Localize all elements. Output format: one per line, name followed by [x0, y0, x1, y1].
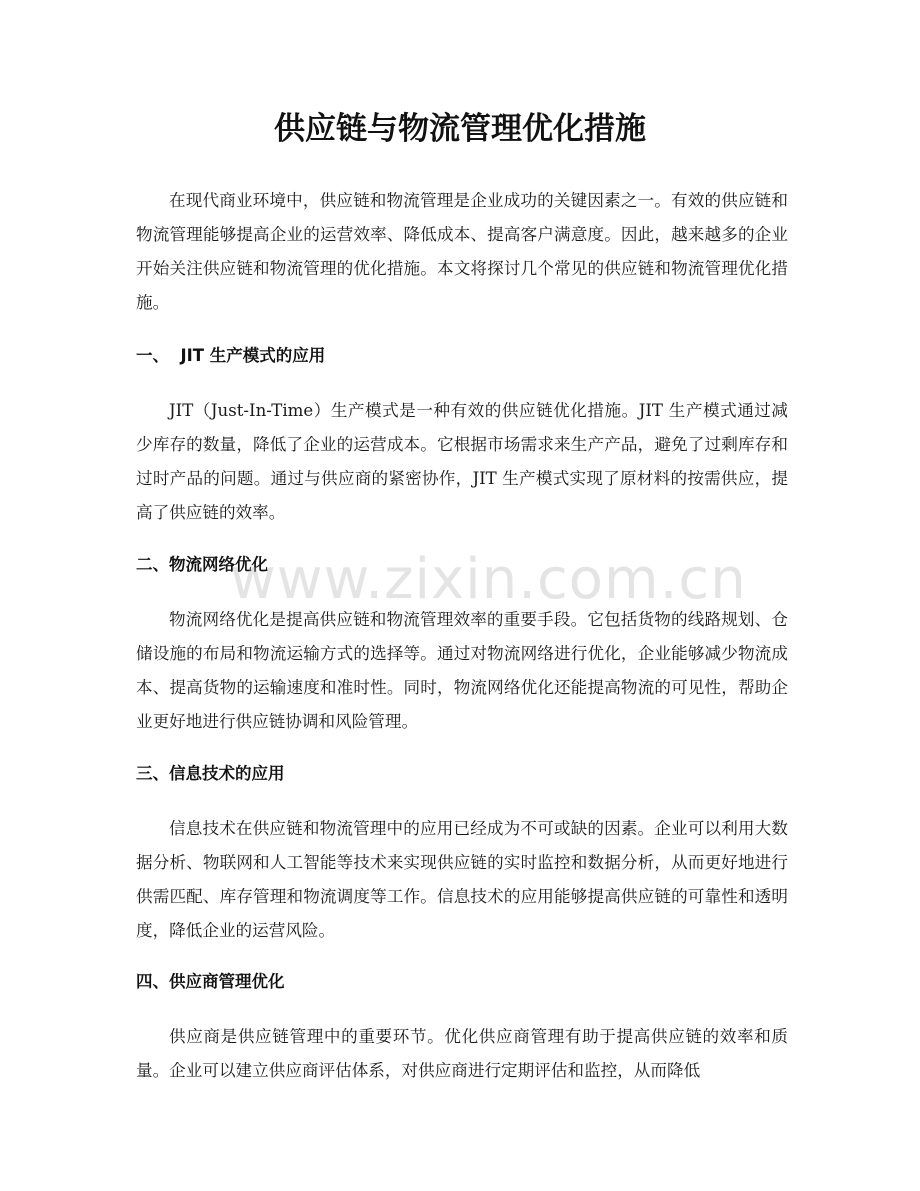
section-2-heading: 二、物流网络优化	[136, 555, 268, 574]
section-1-heading: 一、 JIT 生产模式的应用	[136, 346, 326, 365]
section-4-heading: 四、供应商管理优化	[136, 972, 285, 991]
watermark: www.zixin.com.cn	[230, 547, 747, 612]
intro-paragraph: 在现代商业环境中，供应链和物流管理是企业成功的关键因素之一。有效的供应链和物流管理能够提高企业的运营效率、降低成本、提高客户满意度。因此，越来越多的企业开始关注供应链和物流管理的优化措施。本文将探讨几个常见的供应链和物流管理优化措施。	[136, 191, 788, 312]
page-title: 供应链与物流管理优化措施	[274, 111, 646, 147]
section-4-paragraph: 供应商是供应链管理中的重要环节。优化供应商管理有助于提高供应链的效率和质量。企业可以建立供应商评估体系，对供应商进行定期评估和监控，从而降低	[136, 1027, 788, 1080]
section-3-paragraph: 信息技术在供应链和物流管理中的应用已经成为不可或缺的因素。企业可以利用大数据分析、物联网和人工智能等技术来实现供应链的实时监控和数据分析，从而更好地进行供需匹配、库存管理和物流调度等工作。信息技术的应用能够提高供应链的可靠性和透明度，降低企业的运营风险。	[136, 819, 788, 940]
section-2-paragraph: 物流网络优化是提高供应链和物流管理效率的重要手段。它包括货物的线路规划、仓储设施的布局和物流运输方式的选择等。通过对物流网络进行优化，企业能够减少物流成本、提高货物的运输速度和准时性。同时，物流网络优化还能提高物流的可见性，帮助企业更好地进行供应链协调和风险管理。	[136, 610, 788, 731]
section-3-heading: 三、信息技术的应用	[136, 764, 285, 783]
section-1-paragraph: JIT（Just-In-Time）生产模式是一种有效的供应链优化措施。JIT 生产模式通过减少库存的数量，降低了企业的运营成本。它根据市场需求来生产产品，避免了过剩库存和过时产品的问题。通过与供应商的紧密协作，JIT 生产模式实现了原材料的按需供应，提高了供应链的效率。	[136, 401, 788, 522]
